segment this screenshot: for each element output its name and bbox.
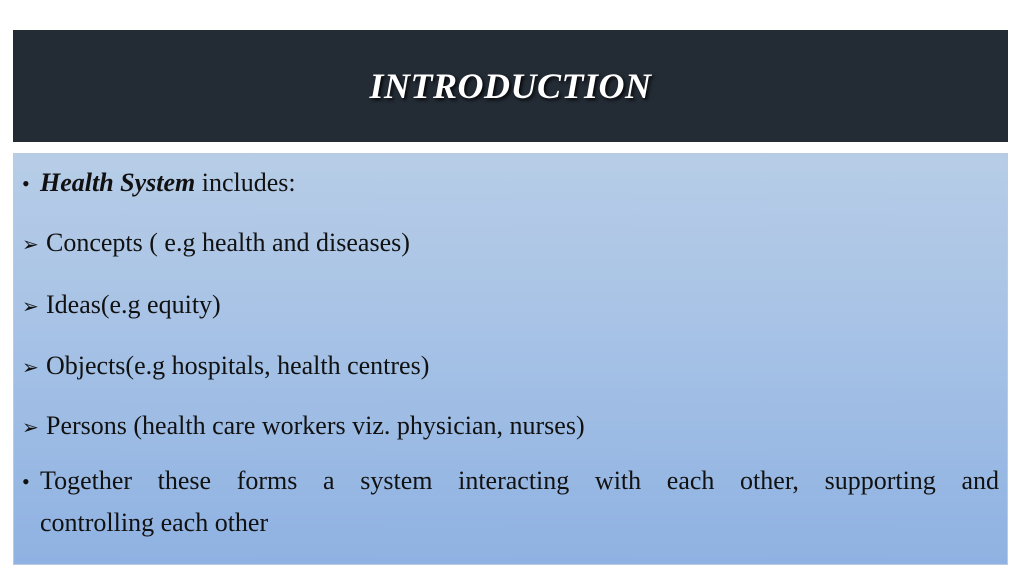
arrow-bullet-icon: ➢: [22, 357, 39, 379]
title-bar: [13, 30, 1008, 142]
list-item-text: Persons (health care workers viz. physician, nurses): [46, 411, 585, 440]
list-item-text: Concepts ( e.g health and diseases): [46, 228, 410, 257]
list-item-concepts: [22, 228, 999, 258]
intro-rest: includes:: [201, 168, 296, 197]
intro-line: [22, 168, 999, 198]
closing-paragraph: [22, 466, 999, 538]
slide-title: INTRODUCTION: [369, 66, 652, 106]
arrow-bullet-icon: ➢: [22, 417, 39, 439]
list-item-text: Ideas(e.g equity): [46, 290, 221, 319]
bullet-icon: •: [22, 469, 30, 494]
content-box: [13, 153, 1008, 565]
closing-line-1: Together these forms a system interacting with each other, supporting and: [40, 466, 999, 495]
bullet-icon: •: [22, 171, 30, 196]
list-item-persons: [22, 411, 999, 441]
arrow-bullet-icon: ➢: [22, 296, 39, 318]
list-item-ideas: [22, 290, 999, 320]
list-item-text: Objects(e.g hospitals, health centres): [46, 351, 430, 380]
arrow-bullet-icon: ➢: [22, 234, 39, 256]
closing-line-2: controlling each other: [40, 508, 269, 537]
intro-term: Health System: [40, 168, 196, 197]
list-item-objects: [22, 351, 999, 381]
